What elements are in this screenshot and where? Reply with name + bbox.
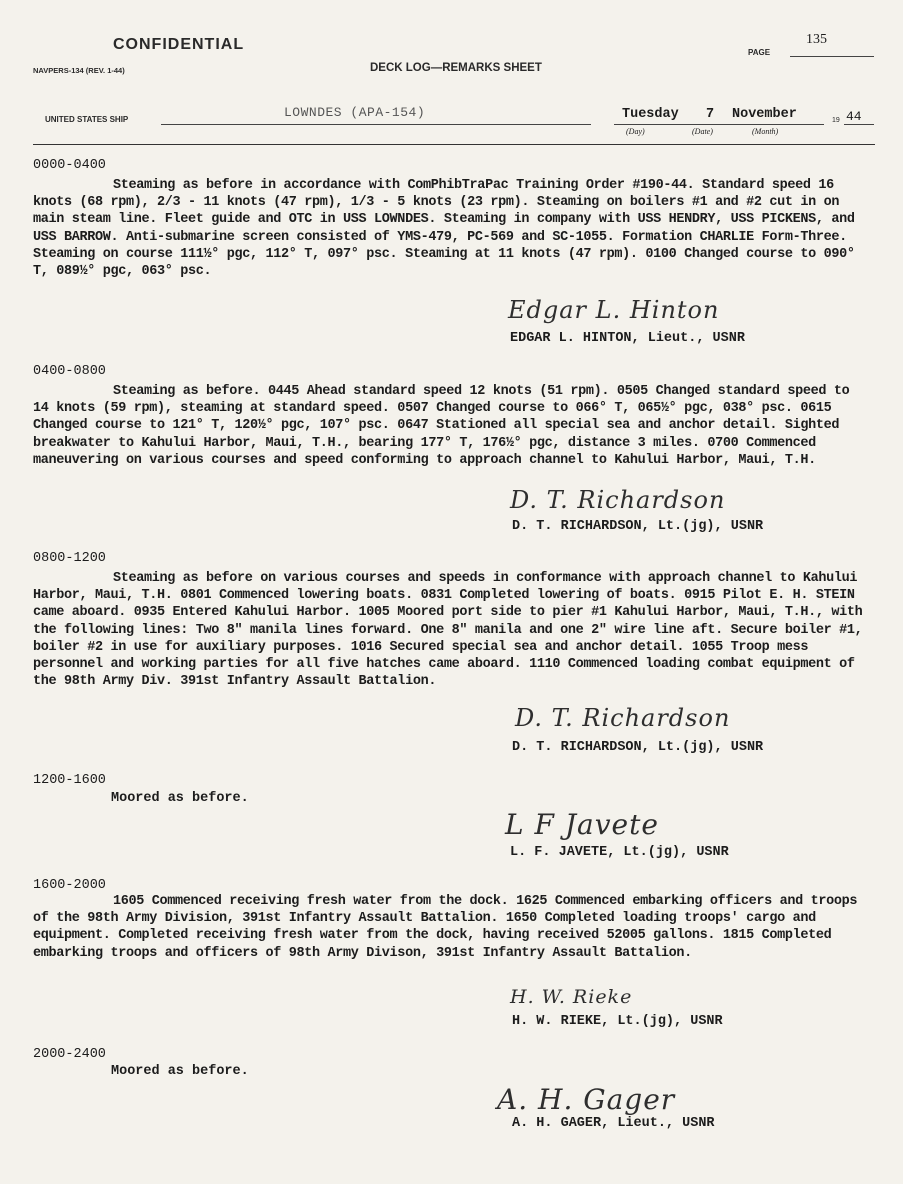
watch-period: 1600-2000 [33,878,106,893]
officer-name: EDGAR L. HINTON, Lieut., USNR [510,331,745,346]
classification-header: CONFIDENTIAL [113,36,245,53]
year-prefix: 19 [832,117,840,124]
header-divider [33,144,875,145]
ship-name-line [161,124,591,125]
log-day: Tuesday [622,107,679,122]
watch-period: 0800-1200 [33,551,106,566]
month-caption: (Month) [752,127,779,136]
watch-entry: Steaming as before on various courses and speeds in conformance with approach channel to Kahului Harbor, Maui, T.H. 0801 Commenced lowering boats. 0831 Completed lowering of boats. 0915 Pilot E. H. STEIN came aboard. 0935 Entered Kahului Harbor. 1005 Moored port side to pier #1 Kahului Harbor, Maui, T.H., with the following lines: Two 8" manila lines forward. One 8" manila and one 2" wire line aft. Secure boiler #1, boiler #2 in use for auxiliary purposes. 1016 Secured special sea and anchor detail. 1055 Troop mess personnel and working parties for all five hatches came aboard. 1110 Commenced loading combat equipment of the 98th Army Div. 391st Infantry Assault Battalion. [33,571,863,690]
year-line [844,124,874,125]
officer-name: H. W. RIEKE, Lt.(jg), USNR [512,1014,723,1029]
officer-signature: A. H. Gager [497,1083,676,1116]
watch-entry: 1605 Commenced receiving fresh water from the dock. 1625 Commenced embarking officers and troops of the 98th Army Division, 391st Infantry Assault Battalion. 1650 Completed loading troops' cargo and equipment. Completed receiving fresh water from the dock, having received 52005 gallons. 1815 Completed embarking troops and officers of 98th Army Divison, 391st Infantry Assault Battalion. [33,894,858,961]
officer-name: A. H. GAGER, Lieut., USNR [512,1116,715,1131]
watch-entry: Steaming as before. 0445 Ahead standard speed 12 knots (51 rpm). 0505 Changed standard speed to 14 knots (59 rpm), steaming at standard speed. 0507 Changed course to 066° T, 065½° pgc, 038° psc. 0615 Changed course to 121° T, 120½° pgc, 107° psc. 0647 Stationed all special sea and anchor detail. Sighted breakwater to Kahului Harbor, Maui, T.H., bearing 177° T, 176½° pgc, distance 3 miles. 0700 Commenced maneuvering on various courses and speed conforming to approach channel to Kahului Harbor, Maui, T.H. [33,384,850,468]
page-label: PAGE [748,48,771,57]
day-caption: (Day) [626,127,645,136]
log-date: 7 [706,107,715,122]
watch-period: 1200-1600 [33,773,106,788]
date-caption: (Date) [692,127,713,136]
date-line [614,124,824,125]
officer-name: D. T. RICHARDSON, Lt.(jg), USNR [512,740,764,755]
officer-signature: L F Javete [505,808,659,841]
watch-entry: Steaming as before in accordance with ComPhibTraPac Training Order #190-44. Standard speed 16 knots (68 rpm), 2/3 - 11 knots (47 rpm), 1/3 - 5 knots (23 rpm). Steaming on boilers #1 and #2 cut in on main steam line. Fleet guide and OTC in USS LOWNDES. Steaming in company with USS HENDRY, USS PICKENS, and USS BARROW. Anti-submarine screen consisted of YMS-479, PC-569 and SC-1055. Formation CHARLIE Form-Three. Steaming on course 111½° pgc, 112° T, 097° psc. Steaming at 11 knots (47 rpm). 0100 Changed course to 090° T, 089½° pgc, 063° psc. [33,178,855,280]
form-number: NAVPERS-134 (REV. 1-44) [33,66,125,75]
page-number: 135 [806,32,827,47]
watch-entry: Moored as before. [111,791,249,806]
log-month: November [732,107,797,122]
watch-entry: Moored as before. [111,1064,249,1079]
page-title: DECK LOG—REMARKS SHEET [370,62,542,74]
officer-signature: Edgar L. Hinton [508,296,720,324]
officer-signature: D. T. Richardson [510,486,726,514]
ship-label: UNITED STATES SHIP [45,115,129,124]
watch-period: 0000-0400 [33,158,106,173]
officer-name: D. T. RICHARDSON, Lt.(jg), USNR [512,519,764,534]
officer-signature: H. W. Rieke [510,986,633,1008]
officer-name: L. F. JAVETE, Lt.(jg), USNR [510,845,729,860]
page-number-line [790,56,874,57]
ship-name: LOWNDES (APA-154) [284,105,426,120]
watch-period: 2000-2400 [33,1047,106,1062]
log-year: 44 [846,109,862,124]
officer-signature: D. T. Richardson [515,704,731,732]
watch-period: 0400-0800 [33,364,106,379]
